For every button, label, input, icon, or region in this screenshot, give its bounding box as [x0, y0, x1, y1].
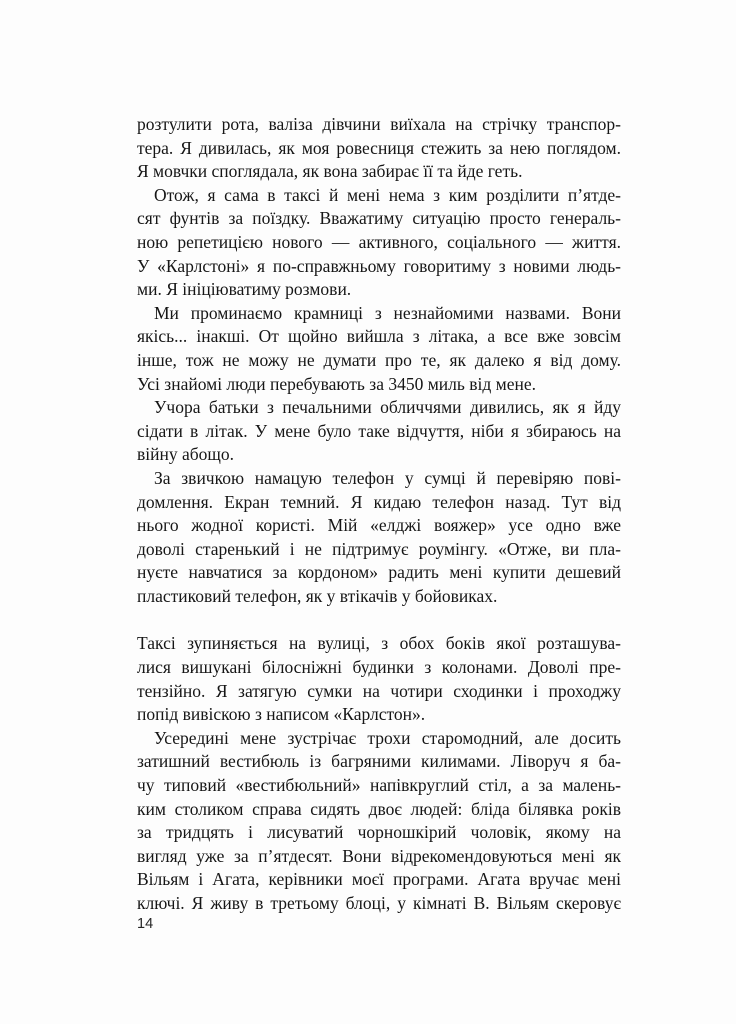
text-line: Вільям і Агата, керівники моєї програми. Агата вручає мені: [137, 869, 621, 890]
text-line: Усередині мене зустрічає трохи старомодний, але досить: [154, 727, 621, 748]
text-line: за тридцять і лисуватий чорношкірий чоловік, якому на: [137, 822, 621, 843]
text-line: пластиковий телефон, як у втікачів у бойовиках.: [137, 585, 498, 606]
text-line: ким столиком справа сидять двоє людей: бліда білявка років: [137, 798, 621, 819]
paragraph: [137, 396, 621, 467]
text-line: чу типовий «вестибюльний» напівкруглий стіл, а за малень-: [137, 775, 621, 796]
text-line: ключі. Я живу в третьому блоці, у кімнаті В. Вільям скеровує: [137, 893, 621, 913]
text-line: інше, тож не можу не думати про те, як далеко я від дому.: [137, 349, 621, 370]
paragraph: [137, 467, 621, 609]
text-line: тера. Я дивилась, як моя ровесниця стежить за нею поглядом.: [137, 137, 621, 158]
text-line: Отож, я сама в таксі й мені нема з ким розділити п’ятде-: [154, 184, 621, 205]
text-line: Ми проминаємо крамниці з незнайомими назвами. Вони: [154, 302, 621, 323]
text-line: доволі старенький і не підтримує роумінгу. «Отже, ви пла-: [137, 538, 621, 559]
text-line: ною репетицією нового — активного, соціального — життя.: [137, 231, 621, 252]
paragraph: [137, 113, 621, 184]
paragraph: [137, 302, 621, 396]
paragraph: [137, 727, 621, 916]
text-line: якісь... інакші. От щойно вийшла з літака, а все вже зовсім: [137, 326, 621, 347]
text-line: затишний вестибюль із багряними килимами. Ліворуч я ба-: [137, 751, 621, 772]
text-line: тензійно. Я затягую сумки на чотири сходинки і проходжу: [137, 680, 621, 701]
text-line: За звичкою намацую телефон у сумці й перевіряю пові-: [154, 467, 621, 488]
text-line: ми. Я ініціюватиму розмови.: [137, 279, 352, 300]
paragraph: [137, 184, 621, 302]
text-line: сят фунтів за поїздку. Вважатиму ситуацію просто генераль-: [137, 208, 621, 229]
paragraph: [137, 632, 621, 726]
page-number: 14: [137, 916, 154, 932]
text-line: сідати в літак. У мене було таке відчуття, ніби я збираюсь на: [137, 420, 621, 441]
text-line: війну абощо.: [137, 444, 235, 465]
text-line: Я мовчки споглядала, як вона забирає її та йде геть.: [137, 161, 523, 182]
text-block: [137, 113, 621, 916]
text-line: розтулити рота, валіза дівчини виїхала на стрічку транспор-: [137, 114, 621, 134]
text-line: У «Карлстоні» я по-справжньому говоритиму з новими людь-: [137, 255, 621, 276]
text-line: попід вивіскою з написом «Карлстон».: [137, 704, 426, 725]
text-line: Учора батьки з печальними обличчями дивились, як я йду: [154, 397, 621, 418]
text-line: Усі знайомі люди перебувають за 3450 миль від мене.: [137, 373, 536, 394]
text-line: домлення. Екран темний. Я кидаю телефон назад. Тут від: [137, 491, 621, 512]
text-line: нього жодної користі. Мій «елджі вояжер» усе одно вже: [137, 515, 621, 536]
text-line: Таксі зупиняється на вулиці, з обох боків якої розташува-: [137, 633, 621, 654]
text-line: лися вишукані білосніжні будинки з колонами. Доволі пре-: [137, 657, 621, 678]
text-line: вигляд уже за п’ятдесят. Вони відрекомендовуються мені як: [137, 845, 621, 866]
text-line: нуєте навчатися за кордоном» радить мені купити дешевий: [137, 562, 621, 583]
